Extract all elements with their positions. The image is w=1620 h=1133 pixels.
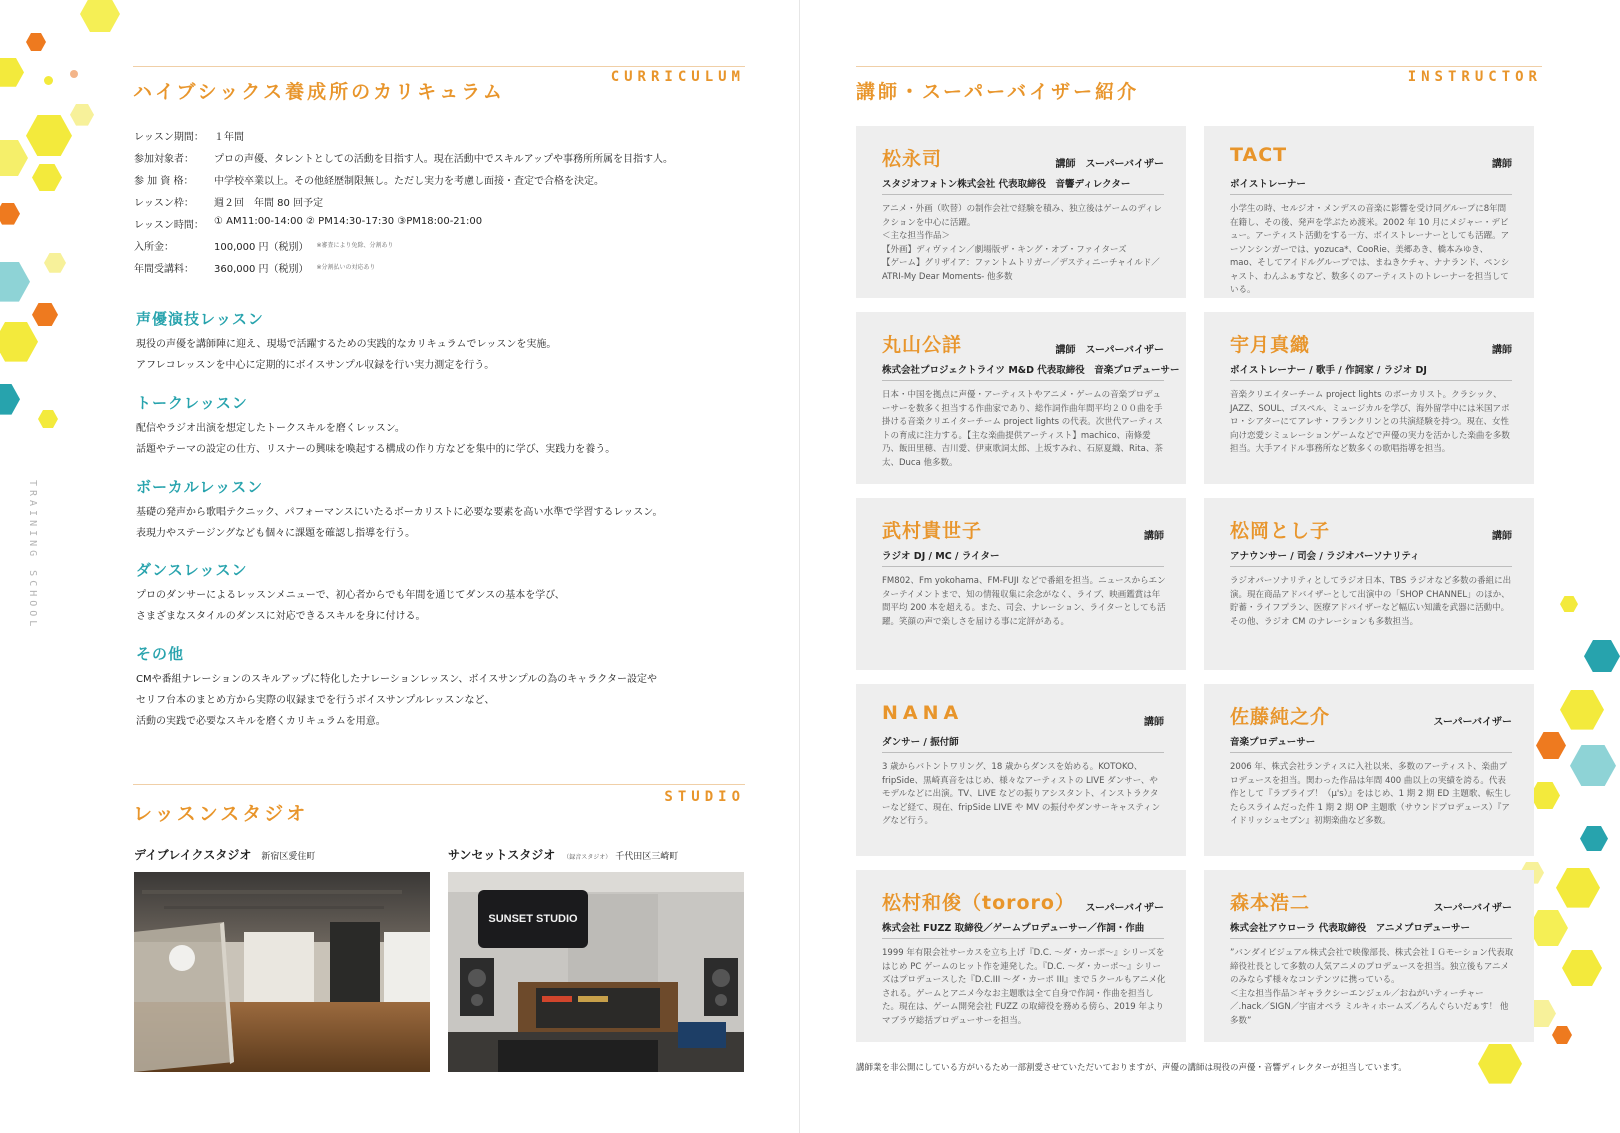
- page-spine: [799, 0, 800, 1133]
- curriculum-header: [133, 66, 745, 106]
- instructor-header: [856, 66, 1542, 106]
- instructor-bio: 小学生の時、セルジオ・メンデスの音楽に影響を受け同グループに8年間在籍し、その後、発声を学ぶため渡米。2002 年 10 月にメジャー・デビュー。アーティスト活動をする一方、ボイストレーナーとしても活躍。アーソンシンガーでは、yozuca*、CooRie、美郷あき、橋本みゆき、mao、そしてアイドルグループでは、まねきケチャ、ナナランド、ペンシャスト、わんふぁすなど、数多くのアーティストのトレーナーを担当している。: [1230, 204, 1510, 295]
- instructor-subtitle: 株式会社プロジェクトライツ M&D 代表取締役 音楽プロデューサー: [882, 362, 1164, 381]
- instructor-subtitle: 音楽プロデューサー: [1230, 734, 1512, 753]
- instructor-name: 宇月真織: [1230, 334, 1311, 356]
- instructor-title: 講師・スーパーバイザー紹介: [856, 81, 1140, 103]
- daybreak-studio-image: [134, 872, 430, 1072]
- instructor-card: [856, 498, 1186, 670]
- instructor-subtitle: ラジオ DJ / MC / ライター: [882, 548, 1164, 567]
- decor-hexagon: [0, 262, 30, 302]
- studio-name: デイブレイクスタジオ 新宿区愛住町: [134, 848, 316, 862]
- instructor-subtitle: アナウンサー / 司会 / ラジオパーソナリティ: [1230, 548, 1512, 567]
- instructor-role: 講師: [1144, 531, 1164, 542]
- instructor-role: 講師: [1144, 717, 1164, 728]
- instructor-bio: FM802、Fm yokohama、FM-FUJI などで番組を担当。ニュースからエンターテイメントまで、知の情報収集に余念がなく、ライブ、映画鑑賞は年間平均 200 本を超える。また、司会、ナレーション、ライターとしても活躍。笑顔の声で楽しさを届ける事に定評がある。: [882, 576, 1166, 627]
- instructor-card: [856, 312, 1186, 484]
- instructor-name: 森本浩二: [1230, 892, 1311, 914]
- instructor-bio: 日本・中国を拠点に声優・アーティストやアニメ・ゲームの音楽プロデューサーを数多く担当する作曲家であり、総作詞作曲年間平均２００曲を手掛ける音楽クリエイターチーム project lights の代表。次世代アーティストの育成に注力する。【主な楽曲提供アーティスト】machico、南條愛乃、飯田里穂、吉川愛、伊東歌詞太郎、上坂すみれ、石原夏織、Rita、茶太、Duca 他多数。: [882, 390, 1163, 468]
- info-row: レッスン枠： 週２回 年間 80 回予定: [134, 198, 324, 209]
- sunset-studio-image: [448, 872, 744, 1072]
- studio-title-en: STUDIO: [664, 789, 745, 805]
- info-row: 年間受講料： 360,000 円（税別） ※分割払いの対応あり: [134, 264, 376, 275]
- info-row: レッスン期間： １年間: [134, 132, 244, 143]
- instructor-footnote: 講師業を非公開にしている方がいるため一部割愛させていただいておりますが、声優の講師は現役の声優・音響ディレクターが担当しています。: [856, 1063, 1407, 1073]
- instructor-bio: 1999 年有限会社サーカスを立ち上げ『D.C. 〜ダ・カーポ〜』シリーズをはじめ PC ゲームのヒット作を連発した。『D.C. 〜ダ・カーポ〜』シリーズはプロデュースした『D.C.III 〜ダ・カーポ III』まで５クールもアニメ化される。ゲームとアニメ今なお主題歌は全て自身で作詞・作曲を担当した。現在は、ゲーム開発会社 FUZZ の取締役を務める傍ら、2019 年よりマブラヴ総括プロデューサーを担当。: [882, 948, 1166, 1026]
- lesson-text: CMや番組ナレーションのスキルアップに特化したナレーションレッスン、ボイスサンプルの為のキャラクター設定や セリフ台本のまとめ方から実際の収録までを行うボイスサンプルレッスンなど、 活動の実践で必要なスキルを磨くカリキュラムを用意。: [136, 674, 658, 727]
- info-row: 参加対象者： プロの声優、タレントとしての活動を目指す人。現在活動中でスキルアップや事務所所属を目指す人。: [134, 154, 673, 165]
- decor-hexagon: [1584, 640, 1620, 672]
- instructor-role: 講師: [1492, 531, 1512, 542]
- instructor-subtitle: 株式会社アウローラ 代表取締役 アニメプロデューサー: [1230, 920, 1512, 939]
- decor-dot: [70, 70, 78, 78]
- decor-hexagon: [32, 164, 62, 191]
- decor-hexagon: [1528, 910, 1568, 946]
- instructor-name: 佐藤純之介: [1230, 706, 1331, 728]
- instructor-card: [1204, 870, 1534, 1042]
- curriculum-title: ハイブシックス養成所のカリキュラム: [133, 81, 505, 103]
- decor-hexagon: [70, 104, 94, 126]
- instructor-subtitle: スタジオフォトン株式会社 代表取締役 音響ディレクター: [882, 176, 1164, 195]
- lesson-title: ボーカルレッスン: [136, 478, 264, 496]
- lesson-text: 配信やラジオ出演を想定したトークスキルを磨くレッスン。 話題やテーマの設定の仕方、リスナーの興味を喚起する構成の作り方などを集中的に学び、実践力を養う。: [136, 423, 616, 455]
- instructor-subtitle: ダンサー / 振付師: [882, 734, 1164, 753]
- decor-hexagon: [1560, 596, 1578, 612]
- instructor-name: NANA: [882, 702, 964, 724]
- sidebar-label: TRAINING SCHOOL: [27, 480, 38, 631]
- decor-hexagon: [1478, 1044, 1522, 1084]
- decor-hexagon: [1560, 690, 1604, 730]
- instructor-card: [856, 126, 1186, 298]
- instructor-card: [1204, 684, 1534, 856]
- studio-header: [133, 784, 745, 824]
- instructor-bio: ”バンダイビジュアル株式会社で映像部長、株式会社ＩＧモーション代表取締役社長として多数の人気アニメのプロデュースを担当。独立後もアニメのみならず様々なコンテンツに携っている。 ＜主な担当作品＞ギャラクシーエンジェル／おねがいティーチャー／.hack／SIGN／宇宙オペラ ミルキィホームズ／ろんぐらいだぁす！ 他多数”: [1230, 948, 1514, 1026]
- instructor-role: 講師: [1492, 345, 1512, 356]
- instructor-role: スーパーバイザー: [1085, 903, 1164, 914]
- decor-dot: [44, 76, 53, 85]
- instructor-card: [1204, 312, 1534, 484]
- instructor-subtitle: 株式会社 FUZZ 取締役／ゲームプロデューサー／作詞・作曲: [882, 920, 1164, 939]
- decor-hexagon: [38, 410, 58, 428]
- instructor-title-en: INSTRUCTOR: [1407, 69, 1542, 85]
- instructor-name: 松岡とし子: [1230, 520, 1331, 542]
- daybreak-studio-photo: [134, 872, 430, 1072]
- decor-hexagon: [0, 322, 38, 362]
- instructor-card: [856, 870, 1186, 1042]
- instructor-name: 松永司: [882, 148, 943, 170]
- decor-hexagon: [1552, 1026, 1572, 1044]
- curriculum-title-en: CURRICULUM: [610, 69, 745, 85]
- instructor-bio: ラジオパーソナリティとしてラジオ日本、TBS ラジオなど多数の番組に出演。現在商品アドバイザーとして出演中の「SHOP CHANNEL」のほか、貯蓄・ライフプラン、医療アドバイザーなど幅広い知識を武器に活動中。その他、ラジオ CM のナレーションも多数担当。: [1230, 576, 1512, 627]
- decor-hexagon: [1580, 826, 1608, 851]
- lesson-title: その他: [136, 645, 185, 663]
- decor-hexagon: [0, 203, 20, 225]
- instructor-bio: アニメ・外画（吹替）の制作会社で経験を積み、独立後はゲームのディレクションを中心に活躍。 ＜主な担当作品＞ 【外画】ディヴァイン／劇場版ザ・キング・オブ・ファイターズ 【ゲーム】グリザイア：ファントムトリガー／デスティニーチャイルド／ATRI-My Dear Moments- 他多数: [882, 204, 1162, 282]
- instructor-name: 松村和俊（tororo）: [882, 892, 1075, 914]
- decor-hexagon: [1556, 868, 1600, 908]
- instructor-role: スーパーバイザー: [1433, 903, 1512, 914]
- instructor-role: スーパーバイザー: [1433, 717, 1512, 728]
- instructor-card: [1204, 126, 1534, 298]
- instructor-role: 講師 スーパーバイザー: [1055, 159, 1164, 170]
- studio-name: サンセットスタジオ （録音スタジオ） 千代田区三崎町: [448, 848, 679, 862]
- decor-hexagon: [1530, 782, 1560, 809]
- studio-title: レッスンスタジオ: [133, 803, 309, 825]
- decor-hexagon: [80, 0, 120, 32]
- decor-hexagon: [0, 58, 24, 87]
- decor-hexagon: [1536, 732, 1566, 759]
- info-row: 参 加 資 格： 中学校卒業以上。その他経歴制限無し。ただし実力を考慮し面接・査定で合格を決定。: [134, 176, 604, 187]
- decor-hexagon: [26, 115, 72, 156]
- lesson-text: 現役の声優を講師陣に迎え、現場で活躍するための実践的なカリキュラムでレッスンを実施。 アフレコレッスンを中心に定期的にボイスサンプル収録を行い実力測定を行う。: [136, 339, 557, 371]
- decor-hexagon: [1562, 950, 1602, 986]
- instructor-role: 講師 スーパーバイザー: [1055, 345, 1164, 356]
- decor-hexagon: [1570, 745, 1616, 786]
- sunset-studio-photo: [448, 872, 744, 1072]
- lesson-title: 声優演技レッスン: [136, 310, 264, 328]
- instructor-name: 丸山公詳: [882, 334, 963, 356]
- instructor-subtitle: ボイストレーナー / 歌手 / 作詞家 / ラジオ DJ: [1230, 362, 1512, 381]
- sunset-studio-sign-text: SUNSET STUDIO: [488, 913, 578, 925]
- lesson-text: 基礎の発声から歌唱テクニック、パフォーマンスにいたるボーカリストに必要な要素を高い水準で学習するレッスン。 表現力やステージングなども個々に課題を確認し指導を行う。: [136, 507, 663, 539]
- info-row: レッスン時間： ① AM11:00-14:00 ② PM14:30-17:30 ③PM18:00-21:00: [134, 216, 483, 231]
- lesson-title: ダンスレッスン: [136, 561, 248, 579]
- decor-hexagon: [26, 33, 46, 51]
- decor-hexagon: [0, 140, 28, 176]
- decor-hexagon: [0, 384, 20, 415]
- instructor-card: [856, 684, 1186, 856]
- decor-hexagon: [32, 303, 58, 326]
- decor-hexagon: [44, 253, 66, 273]
- instructor-bio: 2006 年、株式会社ランティスに入社以来、多数のアーティスト、楽曲プロデュースを担当。関わった作品は年間 400 曲以上の実績を誇る。代表作として『ラブライブ！（μ's）』をはじめ、1 期 2 期 ED 主題歌、転生したらスライムだった件 1 期 2 期 OP 主題歌（サウンドプロデュース）『アイドリッシュセブン』初期楽曲など多数。: [1230, 762, 1512, 826]
- lesson-title: トークレッスン: [136, 394, 248, 412]
- lesson-text: プロのダンサーによるレッスンメニューで、初心者からでも年間を通じてダンスの基本を学び、 さまざまなスタイルのダンスに対応できるスキルを身に付ける。: [136, 590, 565, 622]
- instructor-name: 武村貴世子: [882, 520, 983, 542]
- instructor-subtitle: ボイストレーナー: [1230, 176, 1512, 195]
- instructor-bio: 音楽クリエイターチーム project lights のボーカリスト。クラシック、JAZZ、SOUL、ゴスペル、ミュージカルを学び、海外留学中には米国アポロ・シアターにてアレサ・フランクリンとの共演経験を持つ。現在、女性向け恋愛シミュレーションゲームなどで声優の実力を活かした楽曲を多数担当。大手アイドル事務所など数多くの歌唱指導を担当。: [1230, 390, 1510, 454]
- info-row: 入所金： 100,000 円（税別） ※審査により免除、分割あり: [134, 242, 394, 253]
- instructor-name: TACT: [1230, 144, 1288, 166]
- instructor-bio: 3 歳からバトントワリング、18 歳からダンスを始める。KOTOKO、fripSide、黒崎真音をはじめ、様々なアーティストの LIVE ダンサー、やモデルなどに出演。TV、LIVE などの振りアシスタント、インストラクターなど経て、現在、fripSide LIVE や MV の振付やダンサーキャスティングなど行う。: [882, 762, 1161, 826]
- instructor-role: 講師: [1492, 159, 1512, 170]
- instructor-card: [1204, 498, 1534, 670]
